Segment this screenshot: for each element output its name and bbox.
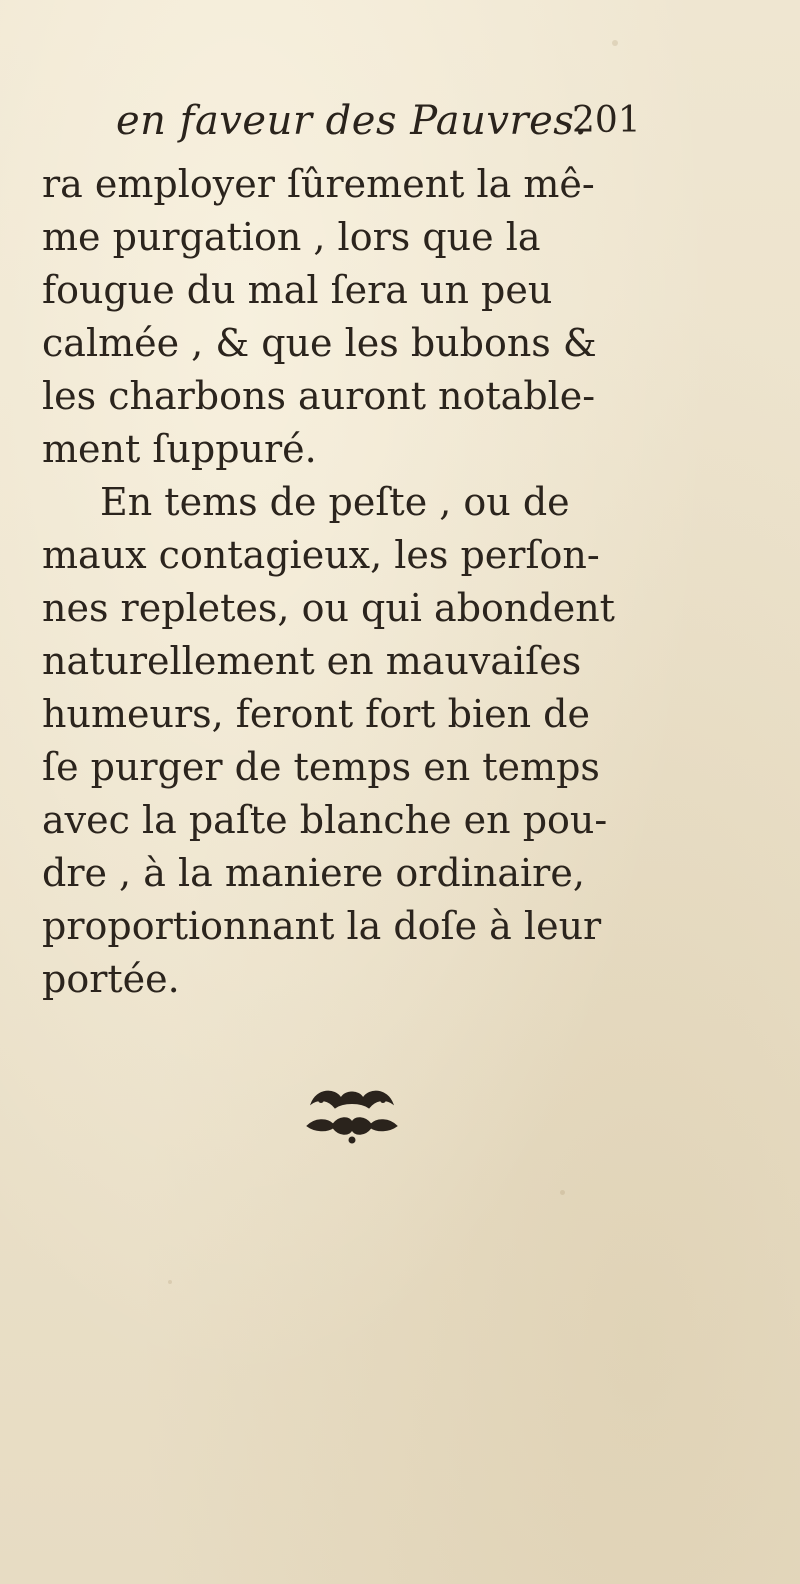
text-line: ra employer ſûrement la mê-: [42, 162, 595, 206]
text-line: me purgation , lors que la: [42, 215, 541, 259]
text-line: avec la paſte blanche en pou-: [42, 798, 608, 842]
page-number: 201: [572, 100, 641, 141]
text-line: ſe purger de temps en temps: [42, 745, 600, 789]
paper-stain: [612, 40, 618, 46]
text-line: fougue du mal ſera un peu: [42, 268, 553, 312]
text-line: naturellement en mauvaiſes: [42, 639, 582, 683]
body-text: [42, 158, 642, 1006]
text-line: humeurs, feront fort bien de: [42, 692, 590, 736]
text-line: portée.: [42, 957, 180, 1001]
paragraph-start-line: En tems de peſte , ou de: [100, 480, 570, 524]
text-line: dre , à la maniere ordinaire,: [42, 851, 585, 895]
paper-stain: [560, 1190, 565, 1195]
text-line: les charbons auront notable-: [42, 374, 596, 418]
text-line: maux contagieux, les perſon-: [42, 533, 600, 577]
fleuron-icon: [297, 1078, 407, 1148]
text-line: calmée , & que les bubons &: [42, 321, 597, 365]
running-head: [116, 98, 641, 158]
running-head-title: en faveur des Pauvres.: [116, 98, 588, 144]
paper-stain: [168, 1280, 172, 1284]
text-line: nes repletes, ou qui abondent: [42, 586, 615, 630]
text-line: proportionnant la doſe à leur: [42, 904, 602, 948]
text-line: ment ſuppuré.: [42, 427, 317, 471]
